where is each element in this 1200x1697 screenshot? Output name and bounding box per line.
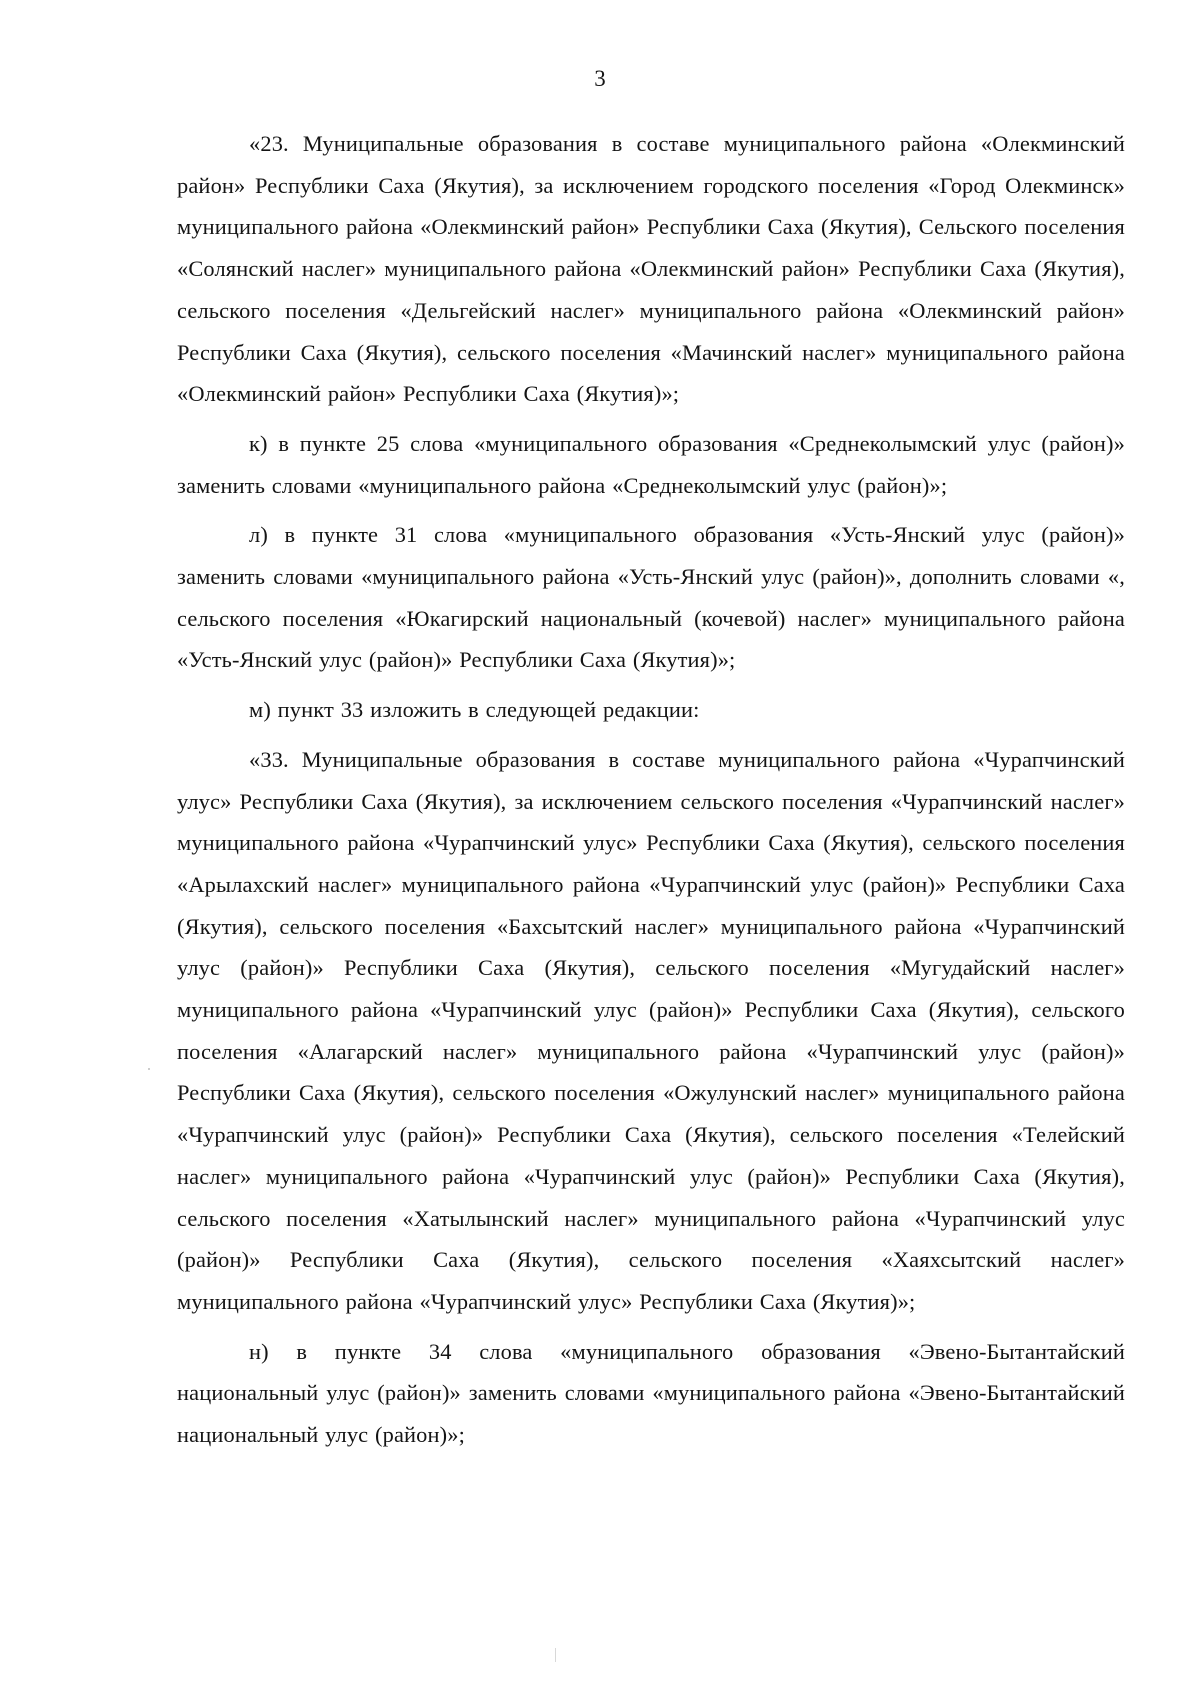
paragraph-subitem-k: к) в пункте 25 слова «муниципального образования «Среднеколымский улус (район)» заменить словами «муниципального района «Среднеколымский улус (район)»;: [177, 430, 1125, 498]
paragraph-item-33: «33. Муниципальные образования в составе муниципального района «Чурапчинский улус» Республики Саха (Якутия), за исключением сельского поселения «Чурапчинский наслег» муниципального района «Чурапчинский улус» Республики Саха (Якутия), сельского поселения «Арылахский наслег» муниципального района «Чурапчинский улус (район)» Республики Саха (Якутия), сельского поселения «Бахсытский наслег» муниципального района «Чурапчинский улус (район)» Республики Саха (Якутия), сельского поселения «Мугудайский наслег» муниципального района «Чурапчинский улус (район)» Республики Саха (Якутия), сельского поселения «Алагарский наслег» муниципального района «Чурапчинский улус (район)» Республики Саха (Якутия), сельского поселения «Ожулунский наслег» муниципального района «Чурапчинский улус (район)» Республики Саха (Якутия), сельского поселения «Телейский наслег» муниципального района «Чурапчинский улус (район)» Республики Саха (Якутия), сельского поселения «Хатылынский наслег» муниципального района «Чурапчинский улус (район)» Республики Саха (Якутия), сельского поселения «Хаяхсытский наслег» муниципального района «Чурапчинский улус» Республики Саха (Якутия)»;: [177, 746, 1125, 1314]
scan-mark: [555, 1648, 556, 1662]
paragraph-item-23: «23. Муниципальные образования в составе муниципального района «Олекминский район» Республики Саха (Якутия), за исключением городского поселения «Город Олекминск» муниципального района «Олекминский район» Республики Саха (Якутия), Сельского поселения «Солянский наслег» муниципального района «Олекминский район» Республики Саха (Якутия), сельского поселения «Дельгейский наслег» муниципального района «Олекминский район» Республики Саха (Якутия), сельского поселения «Мачинский наслег» муниципального района «Олекминский район» Республики Саха (Якутия)»;: [177, 131, 1125, 407]
document-body: [177, 123, 1125, 1456]
paragraph-subitem-l: л) в пункте 31 слова «муниципального образования «Усть-Янский улус (район)» заменить словами «муниципального района «Усть-Янский улус (район)», дополнить словами «, сельского поселения «Юкагирский национальный (кочевой) наслег» муниципального района «Усть-Янский улус (район)» Республики Саха (Якутия)»;: [177, 522, 1125, 673]
page-number: 3: [594, 66, 606, 91]
paragraph-subitem-n: н) в пункте 34 слова «муниципального образования «Эвено-Бытантайский национальный улус (район)» заменить словами «муниципального района «Эвено-Бытантайский национальный улус (район)»;: [177, 1338, 1125, 1448]
scan-speck: [148, 1068, 150, 1070]
paragraph-subitem-m: м) пункт 33 изложить в следующей редакции:: [249, 697, 700, 723]
